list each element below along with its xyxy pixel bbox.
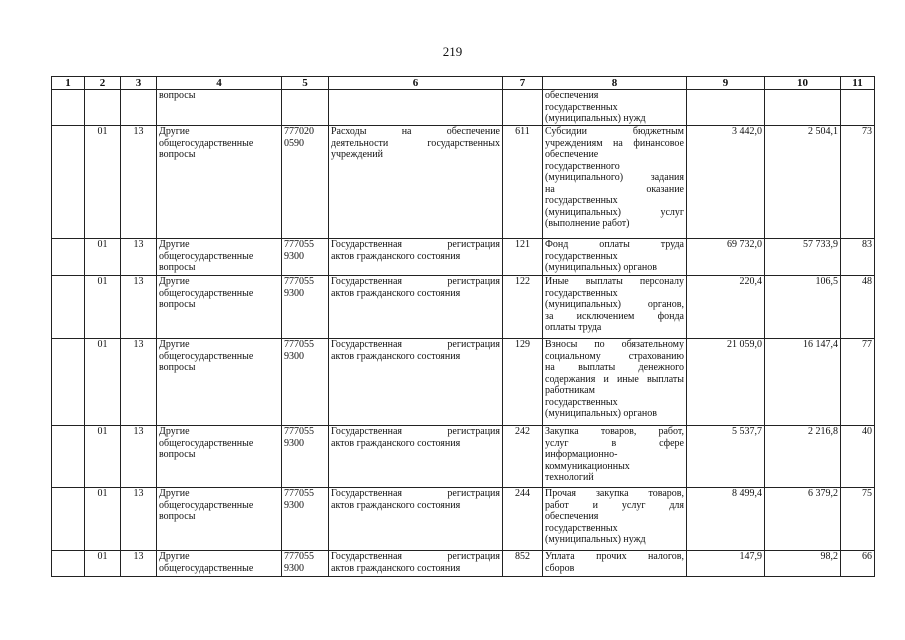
section-code-cell: 01 bbox=[85, 339, 121, 426]
column-header: 7 bbox=[503, 77, 543, 90]
section-code-cell bbox=[85, 90, 121, 126]
expense-type-name-cell bbox=[543, 276, 687, 339]
column-header: 5 bbox=[282, 77, 329, 90]
execution-percent-cell: 40 bbox=[841, 426, 875, 488]
budget-table bbox=[51, 76, 875, 577]
article-name-cell bbox=[329, 276, 503, 339]
column-header: 1 bbox=[52, 77, 85, 90]
section-name-cell bbox=[157, 426, 282, 488]
expense-type-name-cell bbox=[543, 90, 687, 126]
cell-line: 777055 bbox=[284, 276, 314, 287]
section-name-cell bbox=[157, 551, 282, 577]
executed-amount-cell: 106,5 bbox=[765, 276, 841, 339]
cell-line: 9300 bbox=[284, 250, 304, 262]
target-article-cell bbox=[282, 90, 329, 126]
section-name-cell bbox=[157, 126, 282, 239]
cell-line: государственных bbox=[545, 195, 618, 206]
row-index-cell bbox=[52, 426, 85, 488]
subsection-code-cell bbox=[121, 90, 157, 126]
subsection-code-cell: 13 bbox=[121, 488, 157, 551]
planned-amount-cell: 3 442,0 bbox=[687, 126, 765, 239]
cell-line: 9300 bbox=[284, 287, 304, 299]
column-header: 10 bbox=[765, 77, 841, 90]
execution-percent-cell: 48 bbox=[841, 276, 875, 339]
table-header-row bbox=[52, 77, 875, 90]
cell-line: Государственная регистрация bbox=[331, 551, 500, 562]
execution-percent-cell: 66 bbox=[841, 551, 875, 577]
cell-line: (муниципальных) органов bbox=[545, 408, 658, 419]
table-row bbox=[52, 426, 875, 488]
cell-line: оплаты труда bbox=[545, 322, 602, 333]
cell-line: вопросы bbox=[159, 299, 196, 310]
cell-line: на выплаты денежного bbox=[545, 362, 684, 373]
cell-line: Государственная регистрация bbox=[331, 426, 500, 437]
article-name-cell bbox=[329, 126, 503, 239]
cell-line: (муниципальных) услуг bbox=[545, 206, 684, 218]
section-code-cell: 01 bbox=[85, 551, 121, 577]
planned-amount-cell: 147,9 bbox=[687, 551, 765, 577]
cell-line: государственных bbox=[545, 287, 618, 299]
cell-line: (муниципальных) органов, bbox=[545, 299, 684, 310]
cell-line: актов гражданского состояния bbox=[331, 437, 461, 449]
cell-line: актов гражданского состояния bbox=[331, 350, 461, 362]
planned-amount-cell: 69 732,0 bbox=[687, 239, 765, 276]
cell-line: 777055 bbox=[284, 551, 314, 562]
cell-line: за исключением фонда bbox=[545, 310, 684, 322]
cell-line: общегосударственные bbox=[159, 350, 254, 362]
execution-percent-cell: 77 bbox=[841, 339, 875, 426]
cell-line: на оказание bbox=[545, 183, 684, 195]
cell-line: Другие bbox=[159, 339, 190, 350]
cell-line: сборов bbox=[545, 562, 575, 574]
expense-type-name-cell bbox=[543, 488, 687, 551]
cell-line: (муниципального) задания bbox=[545, 172, 684, 183]
cell-line: Государственная регистрация bbox=[331, 339, 500, 350]
cell-line: (муниципальных) нужд bbox=[545, 534, 646, 545]
expense-type-code-cell: 244 bbox=[503, 488, 543, 551]
row-index-cell bbox=[52, 276, 85, 339]
expense-type-name-cell bbox=[543, 239, 687, 276]
target-article-cell bbox=[282, 488, 329, 551]
cell-line: (выполнение работ) bbox=[545, 218, 630, 229]
row-index-cell bbox=[52, 239, 85, 276]
page-number: 219 bbox=[442, 44, 463, 59]
cell-line: общегосударственные bbox=[159, 250, 254, 262]
cell-line: работникам bbox=[545, 385, 595, 396]
subsection-code-cell: 13 bbox=[121, 339, 157, 426]
cell-line: общегосударственные bbox=[159, 499, 254, 511]
subsection-code-cell: 13 bbox=[121, 276, 157, 339]
cell-line: государственных bbox=[545, 101, 618, 113]
cell-line: государственных bbox=[545, 250, 618, 262]
execution-percent-cell bbox=[841, 90, 875, 126]
subsection-code-cell: 13 bbox=[121, 239, 157, 276]
expense-type-code-cell: 852 bbox=[503, 551, 543, 577]
cell-line: 9300 bbox=[284, 562, 304, 574]
article-name-cell bbox=[329, 488, 503, 551]
table-row bbox=[52, 239, 875, 276]
planned-amount-cell: 5 537,7 bbox=[687, 426, 765, 488]
execution-percent-cell: 83 bbox=[841, 239, 875, 276]
cell-line: Другие bbox=[159, 488, 190, 499]
planned-amount-cell: 21 059,0 bbox=[687, 339, 765, 426]
cell-line: Государственная регистрация bbox=[331, 239, 500, 250]
cell-line: обеспечения bbox=[545, 90, 599, 101]
row-index-cell bbox=[52, 551, 85, 577]
expense-type-code-cell: 242 bbox=[503, 426, 543, 488]
cell-line: Прочая закупка товаров, bbox=[545, 488, 684, 499]
cell-line: содержания и иные выплаты bbox=[545, 373, 684, 385]
cell-line: 9300 bbox=[284, 350, 304, 362]
target-article-cell bbox=[282, 426, 329, 488]
expense-type-name-cell bbox=[543, 339, 687, 426]
article-name-cell bbox=[329, 339, 503, 426]
cell-line: Государственная регистрация bbox=[331, 276, 500, 287]
expense-type-code-cell: 122 bbox=[503, 276, 543, 339]
section-code-cell: 01 bbox=[85, 126, 121, 239]
executed-amount-cell: 2 216,8 bbox=[765, 426, 841, 488]
expense-type-code-cell: 129 bbox=[503, 339, 543, 426]
cell-line: 9300 bbox=[284, 437, 304, 449]
table-row bbox=[52, 339, 875, 426]
cell-line: 777020 bbox=[284, 126, 314, 137]
column-header: 3 bbox=[121, 77, 157, 90]
cell-line: вопросы bbox=[159, 90, 196, 101]
cell-line: государственного bbox=[545, 160, 620, 172]
table-row bbox=[52, 488, 875, 551]
cell-line: социальному страхованию bbox=[545, 350, 684, 362]
cell-line: Расходы на обеспечение bbox=[331, 126, 500, 137]
expense-type-name-cell bbox=[543, 126, 687, 239]
target-article-cell bbox=[282, 126, 329, 239]
cell-line: Фонд оплаты труда bbox=[545, 239, 684, 250]
target-article-cell bbox=[282, 339, 329, 426]
section-code-cell: 01 bbox=[85, 426, 121, 488]
article-name-cell bbox=[329, 551, 503, 577]
cell-line: общегосударственные bbox=[159, 287, 254, 299]
table-row bbox=[52, 551, 875, 577]
column-header: 4 bbox=[157, 77, 282, 90]
section-name-cell bbox=[157, 276, 282, 339]
row-index-cell bbox=[52, 126, 85, 239]
expense-type-code-cell: 611 bbox=[503, 126, 543, 239]
executed-amount-cell: 2 504,1 bbox=[765, 126, 841, 239]
article-name-cell bbox=[329, 90, 503, 126]
planned-amount-cell bbox=[687, 90, 765, 126]
cell-line: Государственная регистрация bbox=[331, 488, 500, 499]
cell-line: вопросы bbox=[159, 262, 196, 273]
cell-line: актов гражданского состояния bbox=[331, 250, 461, 262]
planned-amount-cell: 220,4 bbox=[687, 276, 765, 339]
executed-amount-cell: 16 147,4 bbox=[765, 339, 841, 426]
cell-line: деятельности государственных bbox=[331, 137, 500, 149]
expense-type-name-cell bbox=[543, 551, 687, 577]
cell-line: 0590 bbox=[284, 137, 304, 149]
planned-amount-cell: 8 499,4 bbox=[687, 488, 765, 551]
cell-line: Другие bbox=[159, 126, 190, 137]
executed-amount-cell: 57 733,9 bbox=[765, 239, 841, 276]
cell-line: актов гражданского состояния bbox=[331, 499, 461, 511]
cell-line: коммуникационных bbox=[545, 460, 630, 472]
subsection-code-cell: 13 bbox=[121, 426, 157, 488]
cell-line: информационно- bbox=[545, 449, 618, 460]
section-name-cell bbox=[157, 90, 282, 126]
cell-line: 9300 bbox=[284, 499, 304, 511]
cell-line: Другие bbox=[159, 551, 190, 562]
cell-line: учреждениям на финансовое bbox=[545, 137, 684, 149]
cell-line: 777055 bbox=[284, 239, 314, 250]
cell-line: актов гражданского состояния bbox=[331, 562, 461, 574]
cell-line: Субсидии бюджетным bbox=[545, 126, 684, 137]
expense-type-code-cell: 121 bbox=[503, 239, 543, 276]
section-name-cell bbox=[157, 488, 282, 551]
article-name-cell bbox=[329, 426, 503, 488]
expense-type-code-cell bbox=[503, 90, 543, 126]
row-index-cell bbox=[52, 339, 85, 426]
column-header: 8 bbox=[543, 77, 687, 90]
cell-line: актов гражданского состояния bbox=[331, 287, 461, 299]
row-index-cell bbox=[52, 90, 85, 126]
table-row bbox=[52, 276, 875, 339]
table-row bbox=[52, 126, 875, 239]
target-article-cell bbox=[282, 276, 329, 339]
section-code-cell: 01 bbox=[85, 239, 121, 276]
article-name-cell bbox=[329, 239, 503, 276]
cell-line: работ и услуг для bbox=[545, 499, 684, 511]
target-article-cell bbox=[282, 239, 329, 276]
subsection-code-cell: 13 bbox=[121, 551, 157, 577]
cell-line: технологий bbox=[545, 472, 594, 483]
cell-line: общегосударственные bbox=[159, 437, 254, 449]
cell-line: (муниципальных) органов bbox=[545, 262, 658, 273]
cell-line: Закупка товаров, работ, bbox=[545, 426, 684, 437]
target-article-cell bbox=[282, 551, 329, 577]
execution-percent-cell: 73 bbox=[841, 126, 875, 239]
cell-line: общегосударственные bbox=[159, 562, 254, 574]
section-code-cell: 01 bbox=[85, 488, 121, 551]
cell-line: Другие bbox=[159, 426, 190, 437]
executed-amount-cell: 98,2 bbox=[765, 551, 841, 577]
cell-line: (муниципальных) нужд bbox=[545, 113, 646, 124]
cell-line: обеспечения bbox=[545, 511, 599, 522]
cell-line: учреждений bbox=[331, 149, 383, 160]
cell-line: Другие bbox=[159, 276, 190, 287]
cell-line: услуг в сфере bbox=[545, 437, 684, 449]
expense-type-name-cell bbox=[543, 426, 687, 488]
cell-line: Иные выплаты персоналу bbox=[545, 276, 684, 287]
cell-line: вопросы bbox=[159, 449, 196, 460]
cell-line: 777055 bbox=[284, 426, 314, 437]
executed-amount-cell bbox=[765, 90, 841, 126]
executed-amount-cell: 6 379,2 bbox=[765, 488, 841, 551]
cell-line: государственных bbox=[545, 522, 618, 534]
cell-line: вопросы bbox=[159, 362, 196, 373]
cell-line: Взносы по обязательному bbox=[545, 339, 684, 350]
cell-line: 777055 bbox=[284, 488, 314, 499]
cell-line: Другие bbox=[159, 239, 190, 250]
column-header: 6 bbox=[329, 77, 503, 90]
cell-line: вопросы bbox=[159, 511, 196, 522]
row-index-cell bbox=[52, 488, 85, 551]
column-header: 2 bbox=[85, 77, 121, 90]
execution-percent-cell: 75 bbox=[841, 488, 875, 551]
subsection-code-cell: 13 bbox=[121, 126, 157, 239]
column-header: 9 bbox=[687, 77, 765, 90]
section-name-cell bbox=[157, 339, 282, 426]
table-row bbox=[52, 90, 875, 126]
cell-line: обеспечение bbox=[545, 149, 599, 160]
column-header: 11 bbox=[841, 77, 875, 90]
cell-line: государственных bbox=[545, 396, 618, 408]
cell-line: Уплата прочих налогов, bbox=[545, 551, 684, 562]
cell-line: 777055 bbox=[284, 339, 314, 350]
section-code-cell: 01 bbox=[85, 276, 121, 339]
cell-line: вопросы bbox=[159, 149, 196, 160]
cell-line: общегосударственные bbox=[159, 137, 254, 149]
section-name-cell bbox=[157, 239, 282, 276]
